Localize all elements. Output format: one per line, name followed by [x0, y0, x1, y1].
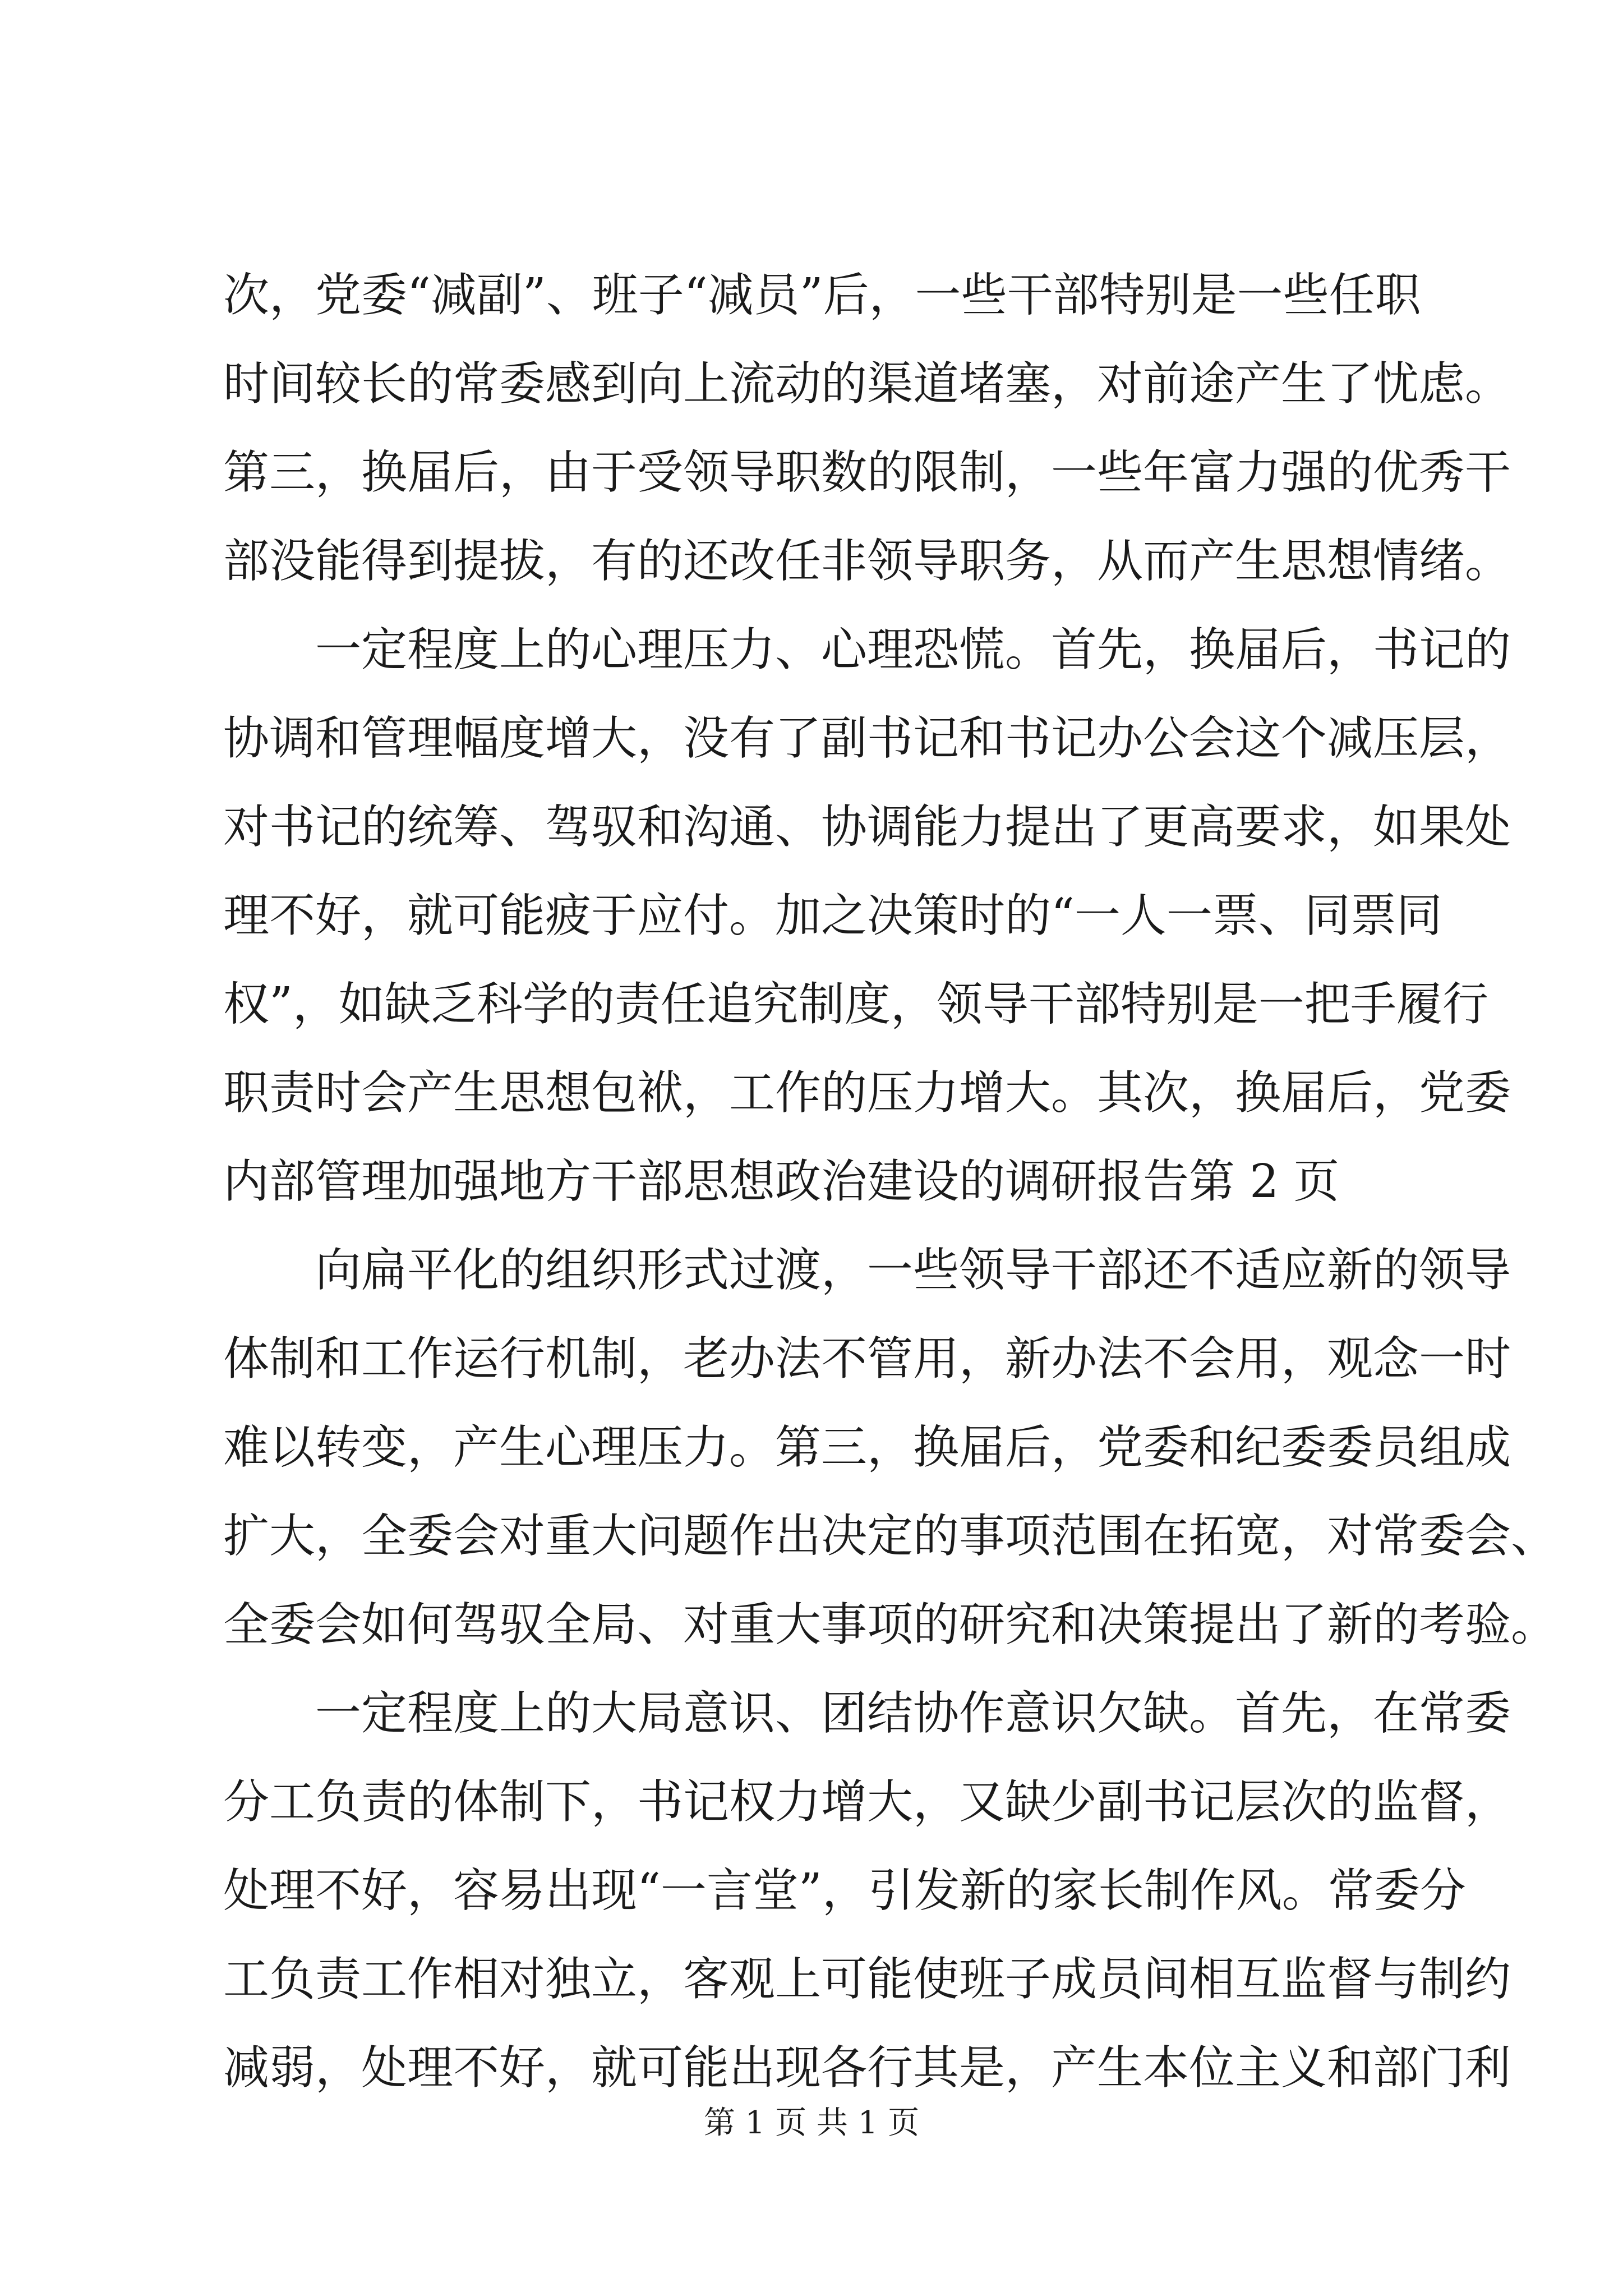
text-line: 内部管理加强地方干部思想政治建设的调研报告第 2 页: [223, 1155, 1340, 1208]
text-line: 体制和工作运行机制，老办法不管用，新办法不会用，观念一时: [223, 1332, 1511, 1386]
document-body: [223, 251, 1557, 2113]
page-number-label: 第 1 页 共 1 页: [703, 2105, 920, 2141]
text-line: 工负责工作相对独立，客观上可能使班子成员间相互监督与制约: [223, 1953, 1511, 2006]
text-line: 职责时会产生思想包袱，工作的压力增大。其次，换届后，党委: [223, 1066, 1511, 1120]
text-line: 时间较长的常委感到向上流动的渠道堵塞，对前途产生了忧虑。: [223, 357, 1511, 411]
paragraph-start-line: 一定程度上的大局意识、团结协作意识欠缺。首先，在常委: [315, 1687, 1511, 1740]
text-line: 次，党委“减副”、班子“减员”后，一些干部特别是一些任职: [223, 269, 1421, 322]
text-line: 全委会如何驾驭全局、对重大事项的研究和决策提出了新的考验。: [223, 1598, 1557, 1651]
text-line: 权”，如缺乏科学的责任追究制度，领导干部特别是一把手履行: [223, 978, 1488, 1031]
paragraph-start-line: 一定程度上的心理压力、心理恐慌。首先，换届后，书记的: [315, 623, 1511, 677]
text-line: 分工负责的体制下，书记权力增大，又缺少副书记层次的监督，: [223, 1775, 1511, 1829]
text-line: 部没能得到提拔，有的还改任非领导职务，从而产生思想情绪。: [223, 535, 1511, 588]
text-line: 处理不好，容易出现“一言堂”，引发新的家长制作风。常委分: [223, 1864, 1466, 1917]
text-line: 协调和管理幅度增大，没有了副书记和书记办公会这个减压层，: [223, 712, 1511, 765]
page-footer: [0, 2101, 1623, 2146]
text-line: 第三，换届后，由于受领导职数的限制，一些年富力强的优秀干: [223, 446, 1511, 499]
text-line: 减弱，处理不好，就可能出现各行其是，产生本位主义和部门利: [223, 2041, 1511, 2095]
paragraph-start-line: 向扁平化的组织形式过渡，一些领导干部还不适应新的领导: [315, 1244, 1511, 1297]
text-line: 理不好，就可能疲于应付。加之决策时的“一人一票、同票同: [223, 889, 1442, 942]
text-line: 难以转变，产生心理压力。第三，换届后，党委和纪委委员组成: [223, 1421, 1511, 1474]
text-line: 对书记的统筹、驾驭和沟通、协调能力提出了更高要求，如果处: [223, 800, 1511, 854]
text-line: 扩大，全委会对重大问题作出决定的事项范围在拓宽，对常委会、: [223, 1510, 1557, 1563]
